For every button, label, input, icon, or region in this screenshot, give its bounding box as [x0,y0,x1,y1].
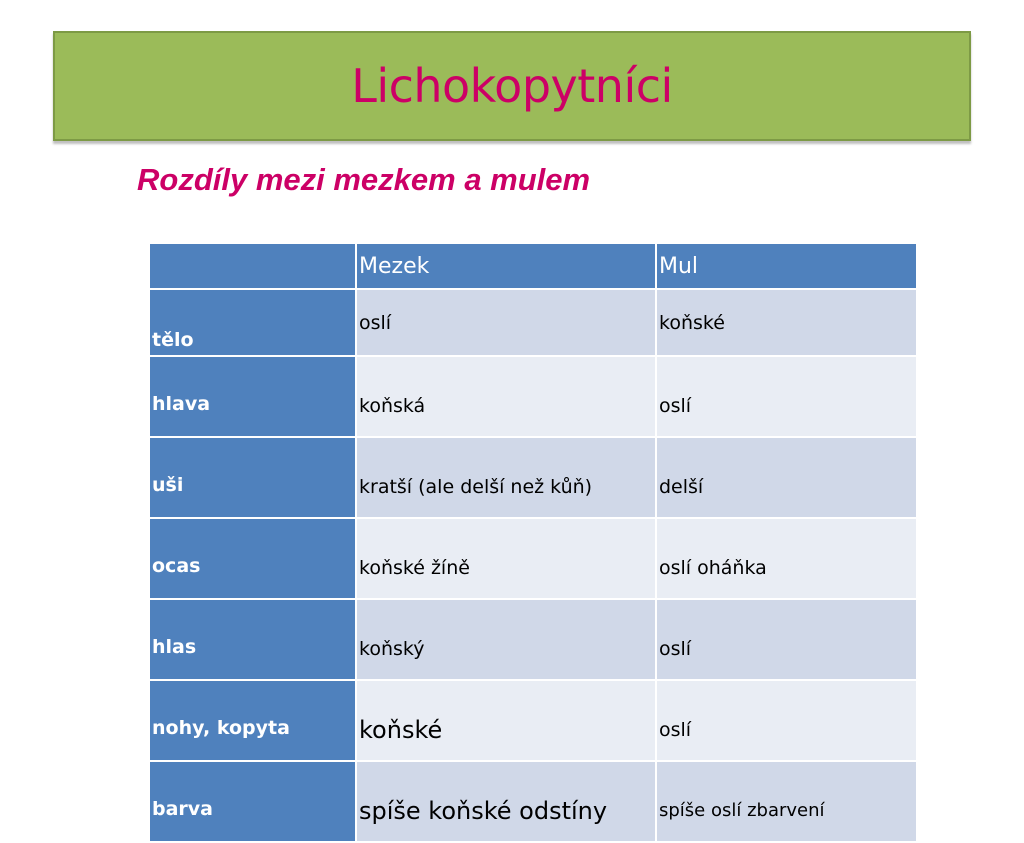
cell-mul: oslí [656,680,917,761]
row-label: tělo [149,289,356,356]
cell-mezek: koňský [356,599,656,680]
cell-mezek: koňské [356,680,656,761]
header-cell-mul: Mul [656,243,917,289]
table-row [149,761,917,842]
cell-mezek: kratší (ale delší než kůň) [356,437,656,518]
table-row [149,680,917,761]
row-label: nohy, kopyta [149,680,356,761]
cell-mezek: koňské žíně [356,518,656,599]
table-row [149,289,917,356]
cell-mul: oslí [656,356,917,437]
comparison-table [148,242,918,843]
row-label: uši [149,437,356,518]
cell-mul: spíše oslí zbarvení [656,761,917,842]
title-banner [53,31,971,141]
cell-mezek: spíše koňské odstíny [356,761,656,842]
table-row [149,599,917,680]
header-cell-mezek: Mezek [356,243,656,289]
row-label: hlava [149,356,356,437]
slide-subtitle: Rozdíly mezi mezkem a mulem [137,162,591,197]
cell-mul: koňské [656,289,917,356]
cell-mul: oslí oháňka [656,518,917,599]
cell-mezek: koňská [356,356,656,437]
cell-mezek: oslí [356,289,656,356]
row-label: barva [149,761,356,842]
table-header-row [149,243,917,289]
header-cell-empty [149,243,356,289]
cell-mul: oslí [656,599,917,680]
table-row [149,437,917,518]
table-row [149,356,917,437]
row-label: hlas [149,599,356,680]
slide-title: Lichokopytníci [351,59,673,113]
table-row [149,518,917,599]
cell-mul: delší [656,437,917,518]
row-label: ocas [149,518,356,599]
